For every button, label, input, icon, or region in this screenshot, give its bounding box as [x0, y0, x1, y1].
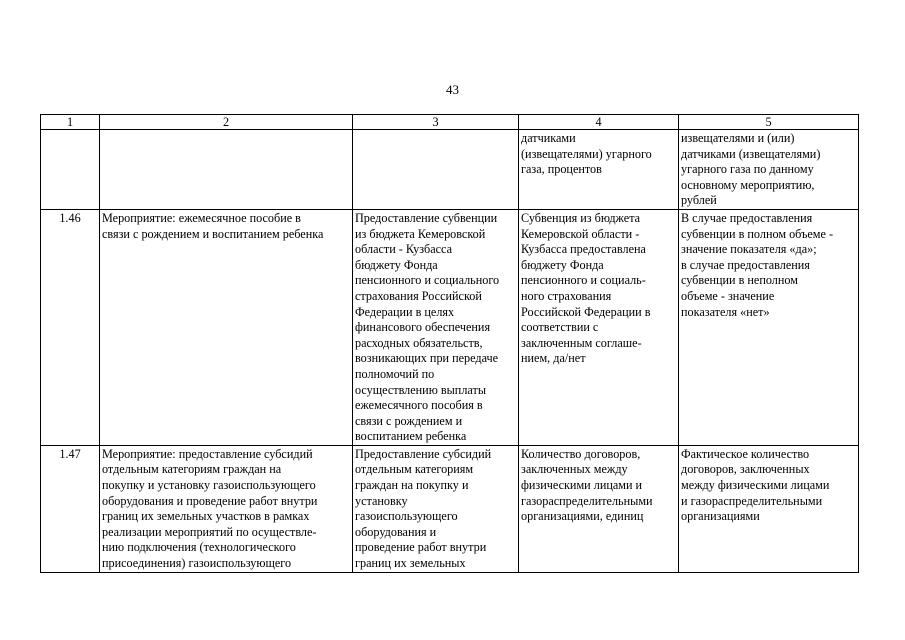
- cell-text-line: Мероприятие: ежемесячное пособие в: [102, 210, 301, 225]
- cell-text-line: полномочий по: [355, 366, 435, 381]
- cell-text-line: связи с рождением и: [355, 413, 463, 428]
- cell-text-line: воспитанием ребенка: [355, 429, 467, 444]
- page-number: 43: [446, 82, 459, 97]
- header-col-1: 1: [41, 115, 100, 130]
- cell-text-line: пенсионного и социального: [355, 273, 500, 288]
- cell-text-line: заключенным соглаше-: [521, 335, 642, 350]
- cell-text-line: Федерации в целях: [355, 304, 455, 319]
- cell-text-line: оборудования и проведение работ внутри: [102, 493, 318, 508]
- cell-col-3: [353, 209, 519, 445]
- cell-text-line: Российской Федерации в: [521, 304, 651, 319]
- cell-col-4: [519, 130, 679, 210]
- cell-text-line: в случае предоставления: [681, 257, 810, 272]
- cell-text-line: показателя «нет»: [681, 304, 770, 319]
- cell-text-line: субвенции в полном объеме -: [681, 226, 834, 241]
- cell-text-line: Субвенция из бюджета: [521, 210, 641, 225]
- table-row: [41, 130, 859, 210]
- cell-text-line: Кемеровской области -: [521, 226, 640, 241]
- cell-col-5: [679, 209, 859, 445]
- cell-text-line: датчиками (извещателями): [681, 146, 821, 161]
- cell-text-line: проведение работ внутри: [355, 540, 487, 555]
- cell-text-line: извещателями и (или): [681, 131, 795, 145]
- cell-col-5: [679, 130, 859, 210]
- cell-text-line: основному мероприятию,: [681, 177, 815, 192]
- cell-text-line: физическими лицами и: [521, 478, 643, 493]
- cell-text-line: ежемесячного пособия в: [355, 398, 483, 413]
- cell-text-line: оборудования и: [355, 524, 437, 539]
- cell-text-line: границ их земельных: [355, 556, 466, 571]
- cell-text-line: объеме - значение: [681, 288, 775, 303]
- cell-text-line: (извещателями) угарного: [521, 146, 652, 161]
- cell-text-line: соответствии с: [521, 320, 599, 335]
- header-row: [41, 115, 859, 130]
- cell-text-line: Фактическое количество: [681, 446, 810, 461]
- cell-col-3: [353, 130, 519, 210]
- cell-text-line: отдельным категориям: [355, 462, 474, 477]
- cell-text-line: расходных обязательств,: [355, 335, 483, 350]
- cell-col-4: [519, 445, 679, 572]
- cell-text-line: между физическими лицами: [681, 478, 830, 493]
- cell-text-line: договоров, заключенных: [681, 462, 810, 477]
- cell-text-line: границ их земельных участков в рамках: [102, 509, 310, 524]
- cell-col-5: [679, 445, 859, 572]
- cell-text-line: газораспределительными: [521, 493, 653, 508]
- cell-col-2: [100, 130, 353, 210]
- cell-text-line: связи с рождением и воспитанием ребенка: [102, 226, 324, 241]
- cell-text-line: Предоставление субвенции: [355, 210, 498, 225]
- cell-text-line: Предоставление субсидий: [355, 446, 492, 461]
- cell-text-line: ного страхования: [521, 288, 612, 303]
- table-row: [41, 209, 859, 445]
- table-row: [41, 445, 859, 572]
- header-col-3: 3: [353, 115, 519, 130]
- cell-text-line: покупку и установку газоиспользующего: [102, 478, 316, 493]
- cell-col-4: [519, 209, 679, 445]
- cell-text-line: бюджету Фонда: [355, 257, 438, 272]
- cell-text-line: газа, процентов: [521, 162, 602, 177]
- header-col-2: 2: [100, 115, 353, 130]
- cell-text-line: граждан на покупку и: [355, 478, 469, 493]
- row-number-cell: 1.47: [41, 445, 100, 572]
- cell-text-line: значение показателя «да»;: [681, 242, 817, 257]
- cell-col-3: [353, 445, 519, 572]
- cell-text-line: установку: [355, 493, 408, 508]
- cell-text-line: нию подключения (технологического: [102, 540, 296, 555]
- cell-text-line: осуществлению выплаты: [355, 382, 487, 397]
- data-table: [40, 114, 859, 573]
- cell-text-line: Мероприятие: предоставление субсидий: [102, 446, 313, 461]
- cell-text-line: отдельным категориям граждан на: [102, 462, 282, 477]
- cell-text-line: заключенных между: [521, 462, 628, 477]
- cell-text-line: и газораспределительными: [681, 493, 823, 508]
- cell-col-2: [100, 445, 353, 572]
- cell-text-line: финансового обеспечения: [355, 320, 491, 335]
- cell-text-line: субвенции в неполном: [681, 273, 798, 288]
- cell-text-line: страхования Российской: [355, 288, 482, 303]
- cell-text-line: бюджету Фонда: [521, 257, 604, 272]
- cell-text-line: из бюджета Кемеровской: [355, 226, 486, 241]
- cell-text-line: организациями, единиц: [521, 509, 644, 524]
- cell-text-line: пенсионного и социаль-: [521, 273, 646, 288]
- cell-text-line: Кузбасса предоставлена: [521, 242, 646, 257]
- cell-text-line: рублей: [681, 193, 717, 208]
- cell-text-line: возникающих при передаче: [355, 351, 499, 366]
- cell-text-line: датчиками: [521, 131, 576, 145]
- row-number-cell: 1.46: [41, 209, 100, 445]
- cell-text-line: области - Кузбасса: [355, 242, 452, 257]
- row-number-cell: [41, 130, 100, 210]
- cell-text-line: В случае предоставления: [681, 210, 813, 225]
- cell-text-line: Количество договоров,: [521, 446, 641, 461]
- cell-text-line: организациями: [681, 509, 760, 524]
- cell-text-line: реализации мероприятий по осуществле-: [102, 524, 317, 539]
- header-col-4: 4: [519, 115, 679, 130]
- cell-text-line: газоиспользующего: [355, 509, 458, 524]
- cell-text-line: нием, да/нет: [521, 351, 586, 366]
- cell-text-line: угарного газа по данному: [681, 162, 814, 177]
- cell-text-line: присоединения) газоиспользующего: [102, 556, 292, 571]
- header-col-5: 5: [679, 115, 859, 130]
- cell-col-2: [100, 209, 353, 445]
